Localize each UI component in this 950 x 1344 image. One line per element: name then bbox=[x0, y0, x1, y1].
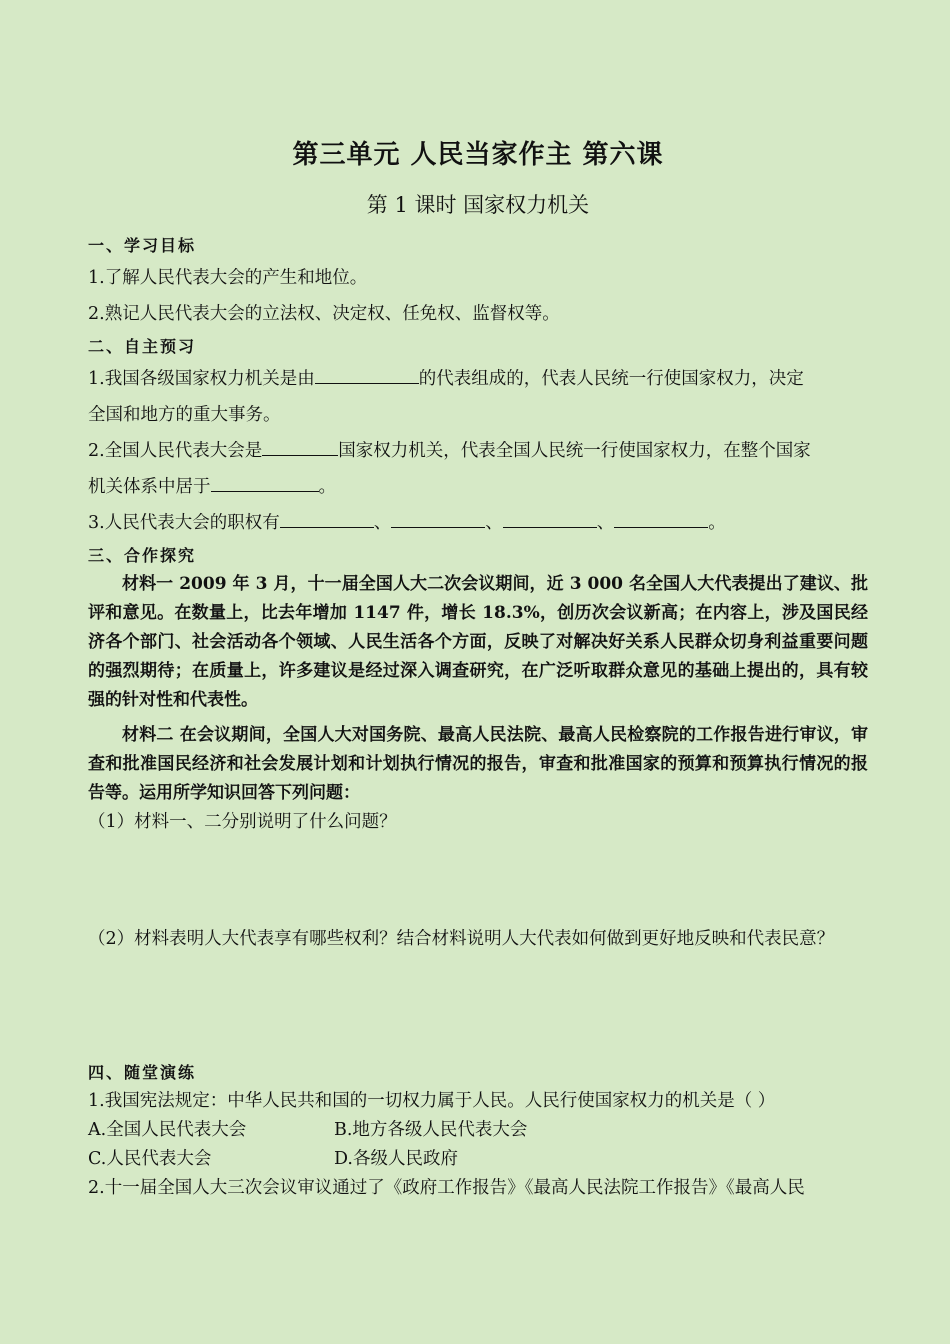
answer-blank[interactable] bbox=[503, 507, 597, 528]
answer-blank[interactable] bbox=[614, 507, 708, 528]
explore-question-1: （1）材料一、二分别说明了什么问题？ bbox=[88, 812, 397, 832]
options-row-2 bbox=[88, 1145, 868, 1174]
option-b[interactable]: B.地方各级人民代表大会 bbox=[334, 1120, 528, 1140]
preview-q2-text-c: 机关体系中居于 bbox=[88, 477, 211, 497]
goal-item-1: 1.了解人民代表大会的产生和地位。 bbox=[88, 268, 368, 288]
goal-item-2: 2.熟记人民代表大会的立法权、决定权、任免权、监督权等。 bbox=[88, 304, 560, 324]
section-heading-practice: 四、随堂演练 bbox=[88, 1063, 197, 1082]
preview-q2-continuation bbox=[88, 469, 868, 505]
option-a[interactable]: A.全国人民代表大会 bbox=[88, 1120, 247, 1140]
preview-q3-text: 3.人民代表大会的职权有 bbox=[88, 513, 280, 533]
separator: 、 bbox=[373, 513, 392, 533]
preview-q2-text-a: 2.全国人民代表大会是 bbox=[88, 441, 263, 461]
preview-question-2 bbox=[88, 433, 868, 469]
options-row-1 bbox=[88, 1116, 868, 1145]
preview-question-1 bbox=[88, 361, 868, 397]
answer-space-2[interactable] bbox=[88, 954, 868, 1046]
preview-q1-continuation: 全国和地方的重大事务。 bbox=[88, 405, 281, 425]
practice-question-2: 2.十一届全国人大三次会议审议通过了《政府工作报告》《最高人民法院工作报告》《最高人民 bbox=[88, 1178, 805, 1198]
option-c[interactable]: C.人民代表大会 bbox=[88, 1149, 212, 1169]
option-d[interactable]: D.各级人民政府 bbox=[334, 1149, 458, 1169]
answer-blank[interactable] bbox=[391, 507, 485, 528]
practice-question-1: 1.我国宪法规定：中华人民共和国的一切权力属于人民。人民行使国家权力的机关是（ ） bbox=[88, 1091, 776, 1111]
material-two: 材料二 在会议期间，全国人大对国务院、最高人民法院、最高人民检察院的工作报告进行审议，审查和批准国民经济和社会发展计划和计划执行情况的报告，审查和批准国家的预算和预算执行情况的报告等。运用所学知识回答下列问题： bbox=[88, 725, 868, 803]
worksheet-page bbox=[88, 120, 868, 1203]
preview-q1-text-b: 的代表组成的，代表人民统一行使国家权力，决定 bbox=[418, 369, 804, 389]
page-subtitle: 第 1 课时 国家权力机关 bbox=[366, 193, 590, 217]
answer-blank[interactable] bbox=[315, 363, 419, 384]
end-mark: 。 bbox=[708, 513, 726, 533]
section-heading-preview: 二、自主预习 bbox=[88, 337, 197, 356]
preview-q1-text-a: 1.我国各级国家权力机关是由 bbox=[88, 369, 315, 389]
answer-space-1[interactable] bbox=[88, 837, 868, 925]
preview-q2-text-b: 国家权力机关，代表全国人民统一行使国家权力，在整个国家 bbox=[338, 441, 811, 461]
answer-blank[interactable] bbox=[280, 507, 374, 528]
answer-blank[interactable] bbox=[211, 471, 319, 492]
material-one: 材料一 2009 年 3 月，十一届全国人大二次会议期间，近 3 000 名全国人大代表提出了建议、批评和意见。在数量上，比去年增加 1147 件，增长 18.3%，创历次会议新高；在内容上，涉及国民经济各个部门、社会活动各个领域、人民生活各个方面，反映了对解决好关系人民群众切身利益重要问题的强烈期待；在质量上，许多建议是经过深入调查研究，在广泛听取群众意见的基础上提出的，具有较强的针对性和代表性。 bbox=[88, 574, 868, 710]
preview-q2-text-d: 。 bbox=[318, 477, 336, 497]
separator: 、 bbox=[485, 513, 503, 533]
separator: 、 bbox=[596, 513, 615, 533]
answer-blank[interactable] bbox=[262, 435, 338, 456]
page-title: 第三单元 人民当家作主 第六课 bbox=[292, 140, 664, 170]
section-heading-explore: 三、合作探究 bbox=[88, 546, 197, 565]
preview-question-3 bbox=[88, 505, 868, 541]
section-heading-goals: 一、学习目标 bbox=[88, 236, 197, 255]
explore-question-2: （2）材料表明人大代表享有哪些权利？结合材料说明人大代表如何做到更好地反映和代表民意？ bbox=[88, 929, 835, 949]
